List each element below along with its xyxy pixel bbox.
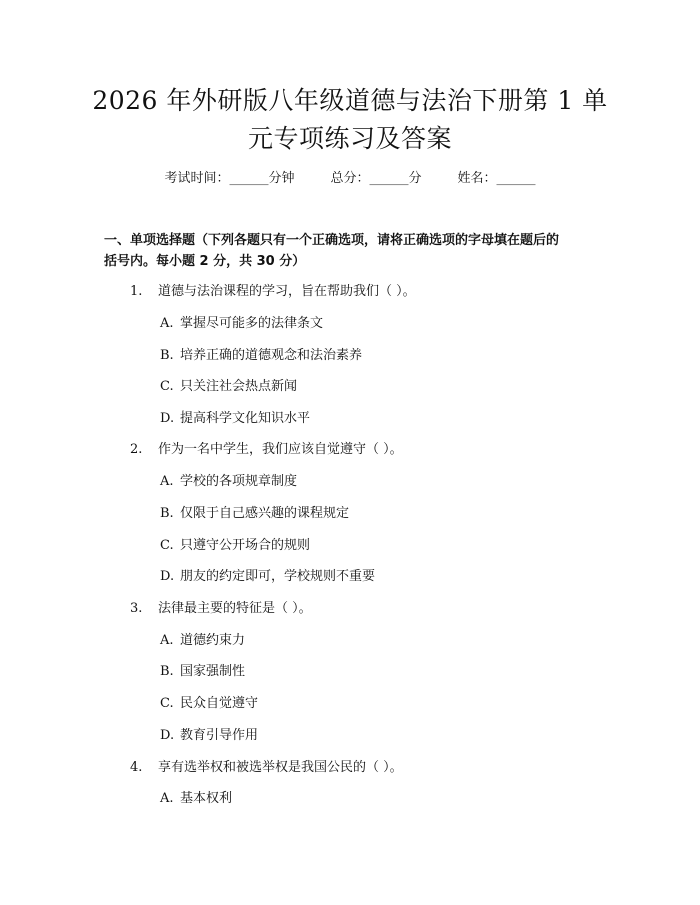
question-text: 享有选举权和被选举权是我国公民的（ ）。	[158, 760, 403, 775]
student-name-field: 姓名：______	[457, 171, 536, 186]
option-text: 提高科学文化知识水平	[180, 411, 311, 426]
option-letter: A.	[160, 633, 174, 648]
question-1-option-b	[160, 347, 362, 365]
question-4-option-a	[160, 790, 232, 808]
question-1-option-a	[160, 315, 323, 333]
option-text: 道德约束力	[180, 633, 246, 648]
option-letter: A.	[160, 474, 174, 489]
option-text: 培养正确的道德观念和法治素养	[180, 348, 363, 363]
question-text: 作为一名中学生，我们应该自觉遵守（ ）。	[158, 442, 403, 457]
option-letter: A.	[160, 791, 174, 806]
question-3-option-c	[160, 695, 258, 713]
option-letter: B.	[160, 506, 174, 521]
option-letter: C.	[160, 538, 174, 553]
option-text: 朋友的约定即可，学校规则不重要	[180, 569, 376, 584]
question-3-option-a	[160, 632, 245, 650]
question-3-option-b	[160, 663, 245, 681]
page-title-line-1: 2026 年外研版八年级道德与法治下册第 1 单	[92, 86, 608, 115]
question-1-option-d	[160, 410, 310, 428]
option-letter: D.	[160, 728, 175, 743]
option-text: 基本权利	[180, 791, 233, 806]
option-text: 学校的各项规章制度	[180, 474, 298, 489]
question-number: 4.	[130, 760, 143, 775]
option-text: 民众自觉遵守	[180, 696, 259, 711]
section-heading-line-2: 括号内。每小题 2 分，共 30 分）	[104, 254, 306, 269]
question-2-option-b	[160, 505, 349, 523]
question-4	[130, 759, 403, 777]
question-text: 法律最主要的特征是（ ）。	[158, 601, 312, 616]
question-text: 道德与法治课程的学习，旨在帮助我们（ ）。	[158, 284, 416, 299]
section-heading-line-1: 一、单项选择题（下列各题只有一个正确选项，请将正确选项的字母填在题后的	[104, 233, 560, 248]
question-1-option-c	[160, 378, 297, 396]
question-2-option-c	[160, 537, 310, 555]
option-text: 只遵守公开场合的规则	[180, 538, 311, 553]
question-number: 2.	[130, 442, 143, 457]
question-3-option-d	[160, 727, 258, 745]
question-2-option-a	[160, 473, 297, 491]
option-letter: C.	[160, 379, 174, 394]
option-text: 国家强制性	[180, 664, 246, 679]
option-text: 教育引导作用	[180, 728, 259, 743]
question-1	[130, 283, 416, 301]
option-text: 仅限于自己感兴趣的课程规定	[180, 506, 350, 521]
question-3	[130, 600, 312, 618]
option-text: 掌握尽可能多的法律条文	[180, 316, 324, 331]
total-score-field: 总分：______分	[330, 171, 422, 186]
option-letter: B.	[160, 348, 174, 363]
question-number: 1.	[130, 284, 143, 299]
page-title-line-2: 元专项练习及答案	[247, 124, 452, 153]
option-letter: C.	[160, 696, 174, 711]
question-2	[130, 441, 403, 459]
question-number: 3.	[130, 601, 143, 616]
question-2-option-d	[160, 568, 375, 586]
option-text: 只关注社会热点新闻	[180, 379, 298, 394]
option-letter: D.	[160, 411, 175, 426]
option-letter: A.	[160, 316, 174, 331]
exam-time-field: 考试时间：______分钟	[164, 171, 295, 186]
option-letter: D.	[160, 569, 175, 584]
exam-meta	[0, 170, 700, 188]
option-letter: B.	[160, 664, 174, 679]
